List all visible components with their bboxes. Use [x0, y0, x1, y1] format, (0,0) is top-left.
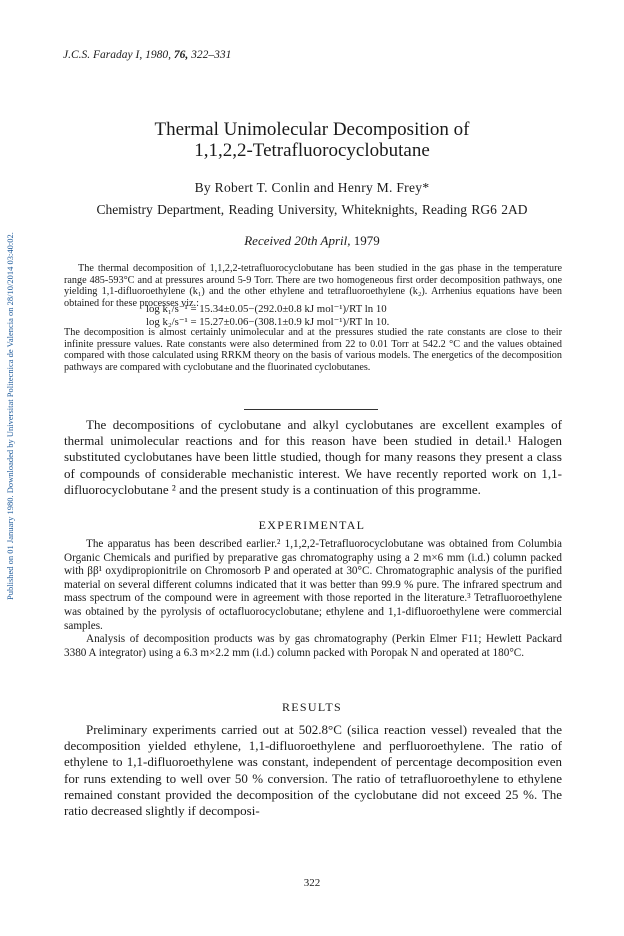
- experimental-section: [64, 538, 562, 660]
- experimental-heading: EXPERIMENTAL: [258, 518, 366, 532]
- title-line-1: Thermal Unimolecular Decomposition of: [154, 119, 470, 140]
- author-line: By Robert T. Conlin and Henry M. Frey*: [194, 180, 430, 195]
- received-date: [40, 233, 584, 249]
- title-line-2: 1,1,2,2-Tetrafluorocyclobutane: [194, 140, 430, 161]
- journal-pages: 322–331: [188, 49, 232, 61]
- arrhenius-equation-1: log k₁/s⁻¹ = 15.34±0.05−(292.0±0.8 kJ mol⁻¹)/RT ln 10: [146, 303, 387, 315]
- page-number: 322: [303, 877, 321, 889]
- results-paragraph: Preliminary experiments carried out at 502.8°C (silica reaction vessel) revealed that the decomposition yielded ethylene, 1,1-difluoroethylene and perfluoroethylene. The ratio of ethylene to 1,1-difluoroethylene was constant, independent of percentage decomposition even for runs extending to well over 50 % conversion. The ratio of tetrafluoroethylene to ethylene remained constant provided the decomposition of the cyclobutane did not exceed 25 %. The ratio decreased slightly if decomposi-: [64, 722, 562, 819]
- abstract-paragraph-2: The decomposition is almost certainly unimolecular and at the pressures studied the rate constants are close to their infinite pressure values. Rate constants were also determined from 22 to 0.01 Torr at 542.2 °C and the values obtained compared with those calculated using RRKM theory on the basis of various models. The energetics of the decomposition pathways are compared with cyclobutane and the fluorinated cyclobutanes.: [64, 327, 562, 373]
- affiliation: Chemistry Department, Reading University, Whiteknights, Reading RG6 2AD: [96, 202, 528, 217]
- paper-title: [40, 119, 584, 161]
- abstract-text-1: The thermal decomposition of 1,1,2,2-tetrafluorocyclobutane has been studied in the gas phase in the temperature range 485-593°C and at pressures around 5-9 Torr. There are two homogeneous first order decomposition pathways, one yielding 1,1-difluoroethylene (k₁) and the other ethylene and tetrafluoroethylene (k₂). Arrhenius equations have been obtained for these processes viz.:: [64, 263, 562, 309]
- journal-year: 1980,: [145, 49, 174, 61]
- experimental-paragraph-2: Analysis of decomposition products was by gas chromatography (Perkin Elmer F11; Hewlett Packard 3380 A integrator) using a 6.3 m×2.2 mm (i.d.) column packed with Poropak N and operated at 180°C.: [64, 633, 562, 659]
- received-year: 1979: [350, 233, 380, 248]
- introduction-paragraph: The decompositions of cyclobutane and alkyl cyclobutanes are excellent examples of thermal unimolecular reactions and for this reason have been studied in detail.¹ Halogen substituted cyclobutanes have been little studied, though for many reasons they present a class of compounds of considerable mechanistic interest. We have recently reported work on 1,1-difluorocyclobutane ² and the present study is a continuation of this programme.: [64, 417, 562, 497]
- arrhenius-equation-2: log k₂/s⁻¹ = 15.27±0.06−(308.1±0.9 kJ mol⁻¹)/RT ln 10.: [146, 316, 390, 328]
- received-label: Received 20th April,: [244, 233, 351, 248]
- experimental-paragraph-1: The apparatus has been described earlier.² 1,1,2,2-Tetrafluorocyclobutane was obtained from Columbia Organic Chemicals and purified by preparative gas chromatography using a 2 m×6 mm (i.d.) column packed with ββ¹ oxydipropionitrile on Chromosorb P and operated at 30°C. Chromatographic analysis of the purified material on several different columns indicated that it was better than 99.9 % pure. The infrared spectrum and mass spectrum of the compound were in agreement with those reported in the literature.³ Tetrafluoroethylene was obtained by the pyrolysis of octafluorocyclobutane; ethylene and 1,1-difluoroethylene were commercial samples.: [64, 538, 562, 632]
- results-heading: RESULTS: [281, 700, 342, 714]
- journal-volume: 76,: [173, 49, 189, 61]
- download-watermark: Published on 01 January 1980. Downloaded by Universitat Politecnica de Valencia on 28/10/2014 03:40:02.: [5, 232, 15, 600]
- journal-citation: [63, 49, 231, 61]
- section-divider: [244, 409, 378, 410]
- journal-name: J.C.S. Faraday I,: [63, 49, 143, 61]
